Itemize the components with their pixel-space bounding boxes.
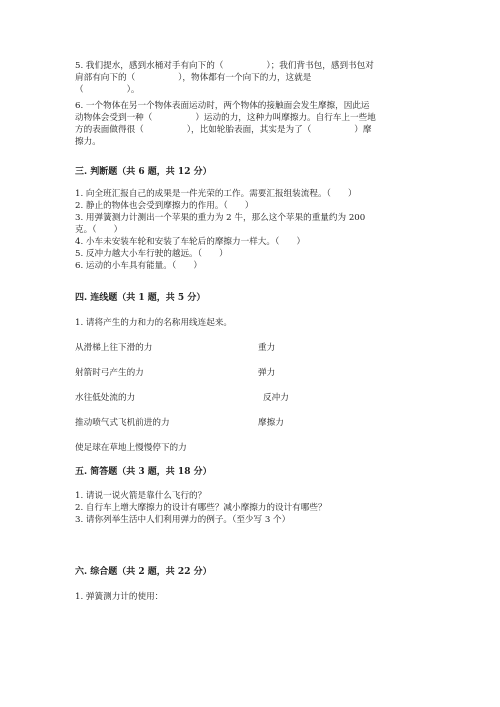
judge-item: 2. 静止的物体也会受到摩擦力的作用。（ ） [75,201,254,212]
q5-line-1: 5. 我们提水，感到水桶对手有向下的（ ）；我们背书包，感到书包对 [75,61,374,71]
q6-line-3: 方的表面做得很（ ），比如轮胎表面，其实是为了（ ）摩 [75,125,372,136]
matching-instruction: 1. 请将产生的力和力的名称用线连起来。 [75,318,233,328]
short-answer-item: 2. 自行车上增大摩擦力的设计有哪些？减小摩擦力的设计有哪些？ [75,503,327,514]
matching-right-item: 重力 [258,343,276,353]
judge-item: 3. 用弹簧测力计测出一个苹果的重力为 2 牛，那么这个苹果的重量约为 200 [75,213,366,224]
q5-line-3: （ ）。 [75,85,140,96]
judge-item: 1. 向全班汇报自己的成果是一件光荣的工作。需要汇报组装流程。（ ） [75,189,357,199]
section-6-title: 六. 综合题（共 2 题，共 22 分） [75,567,212,577]
q6-line-1: 6. 一个物体在另一个物体表面运动时，两个物体的接触面会发生摩擦，因此运 [75,101,370,111]
matching-left-item: 使足球在草地上慢慢停下的力 [75,443,187,453]
judge-item: 克。（ ） [75,225,123,236]
q6-line-2: 动物体会受到一种（ ）运动的力，这种力叫摩擦力。自行车上一些地 [75,113,376,124]
matching-right-item: 反冲力 [263,393,289,403]
matching-right-item: 摩擦力 [258,418,284,428]
matching-right-item: 弹力 [258,368,276,378]
judge-item: 4. 小车未安装车轮和安装了车轮后的摩擦力一样大。（ ） [75,237,306,248]
matching-left-item: 从滑梯上往下滑的力 [75,343,153,353]
section-3-items [75,188,435,272]
comprehensive-item: 1. 弹簧测力计的使用： [75,592,164,602]
matching-left-item: 射箭时弓产生的力 [75,368,144,378]
section-3-title: 三. 判断题（共 6 题，共 12 分） [75,167,212,177]
short-answer-item: 1. 请说一说火箭是靠什么飞行的？ [75,491,207,501]
section-4-title: 四. 连线题（共 1 题，共 5 分） [75,293,206,303]
judge-item: 5. 反冲力越大小车行驶的越远。（ ） [75,249,228,260]
question-6 [75,100,435,148]
question-5 [75,60,435,96]
short-answer-item: 3. 请你列举生活中人们利用弹力的例子。（至少写 3 个） [75,515,291,526]
judge-item: 6. 运动的小车具有能量。（ ） [75,261,202,272]
section-5-title: 五. 简答题（共 3 题，共 18 分） [75,467,212,477]
section-5-items [75,490,435,526]
matching-left-item: 推动喷气式飞机前进的力 [75,418,170,428]
q5-line-2: 肩部有向下的（ ），物体都有一个向下的力，这就是 [75,73,312,84]
matching-left-item: 水往低处流的力 [75,393,136,403]
q6-line-4: 擦力。 [75,137,101,148]
